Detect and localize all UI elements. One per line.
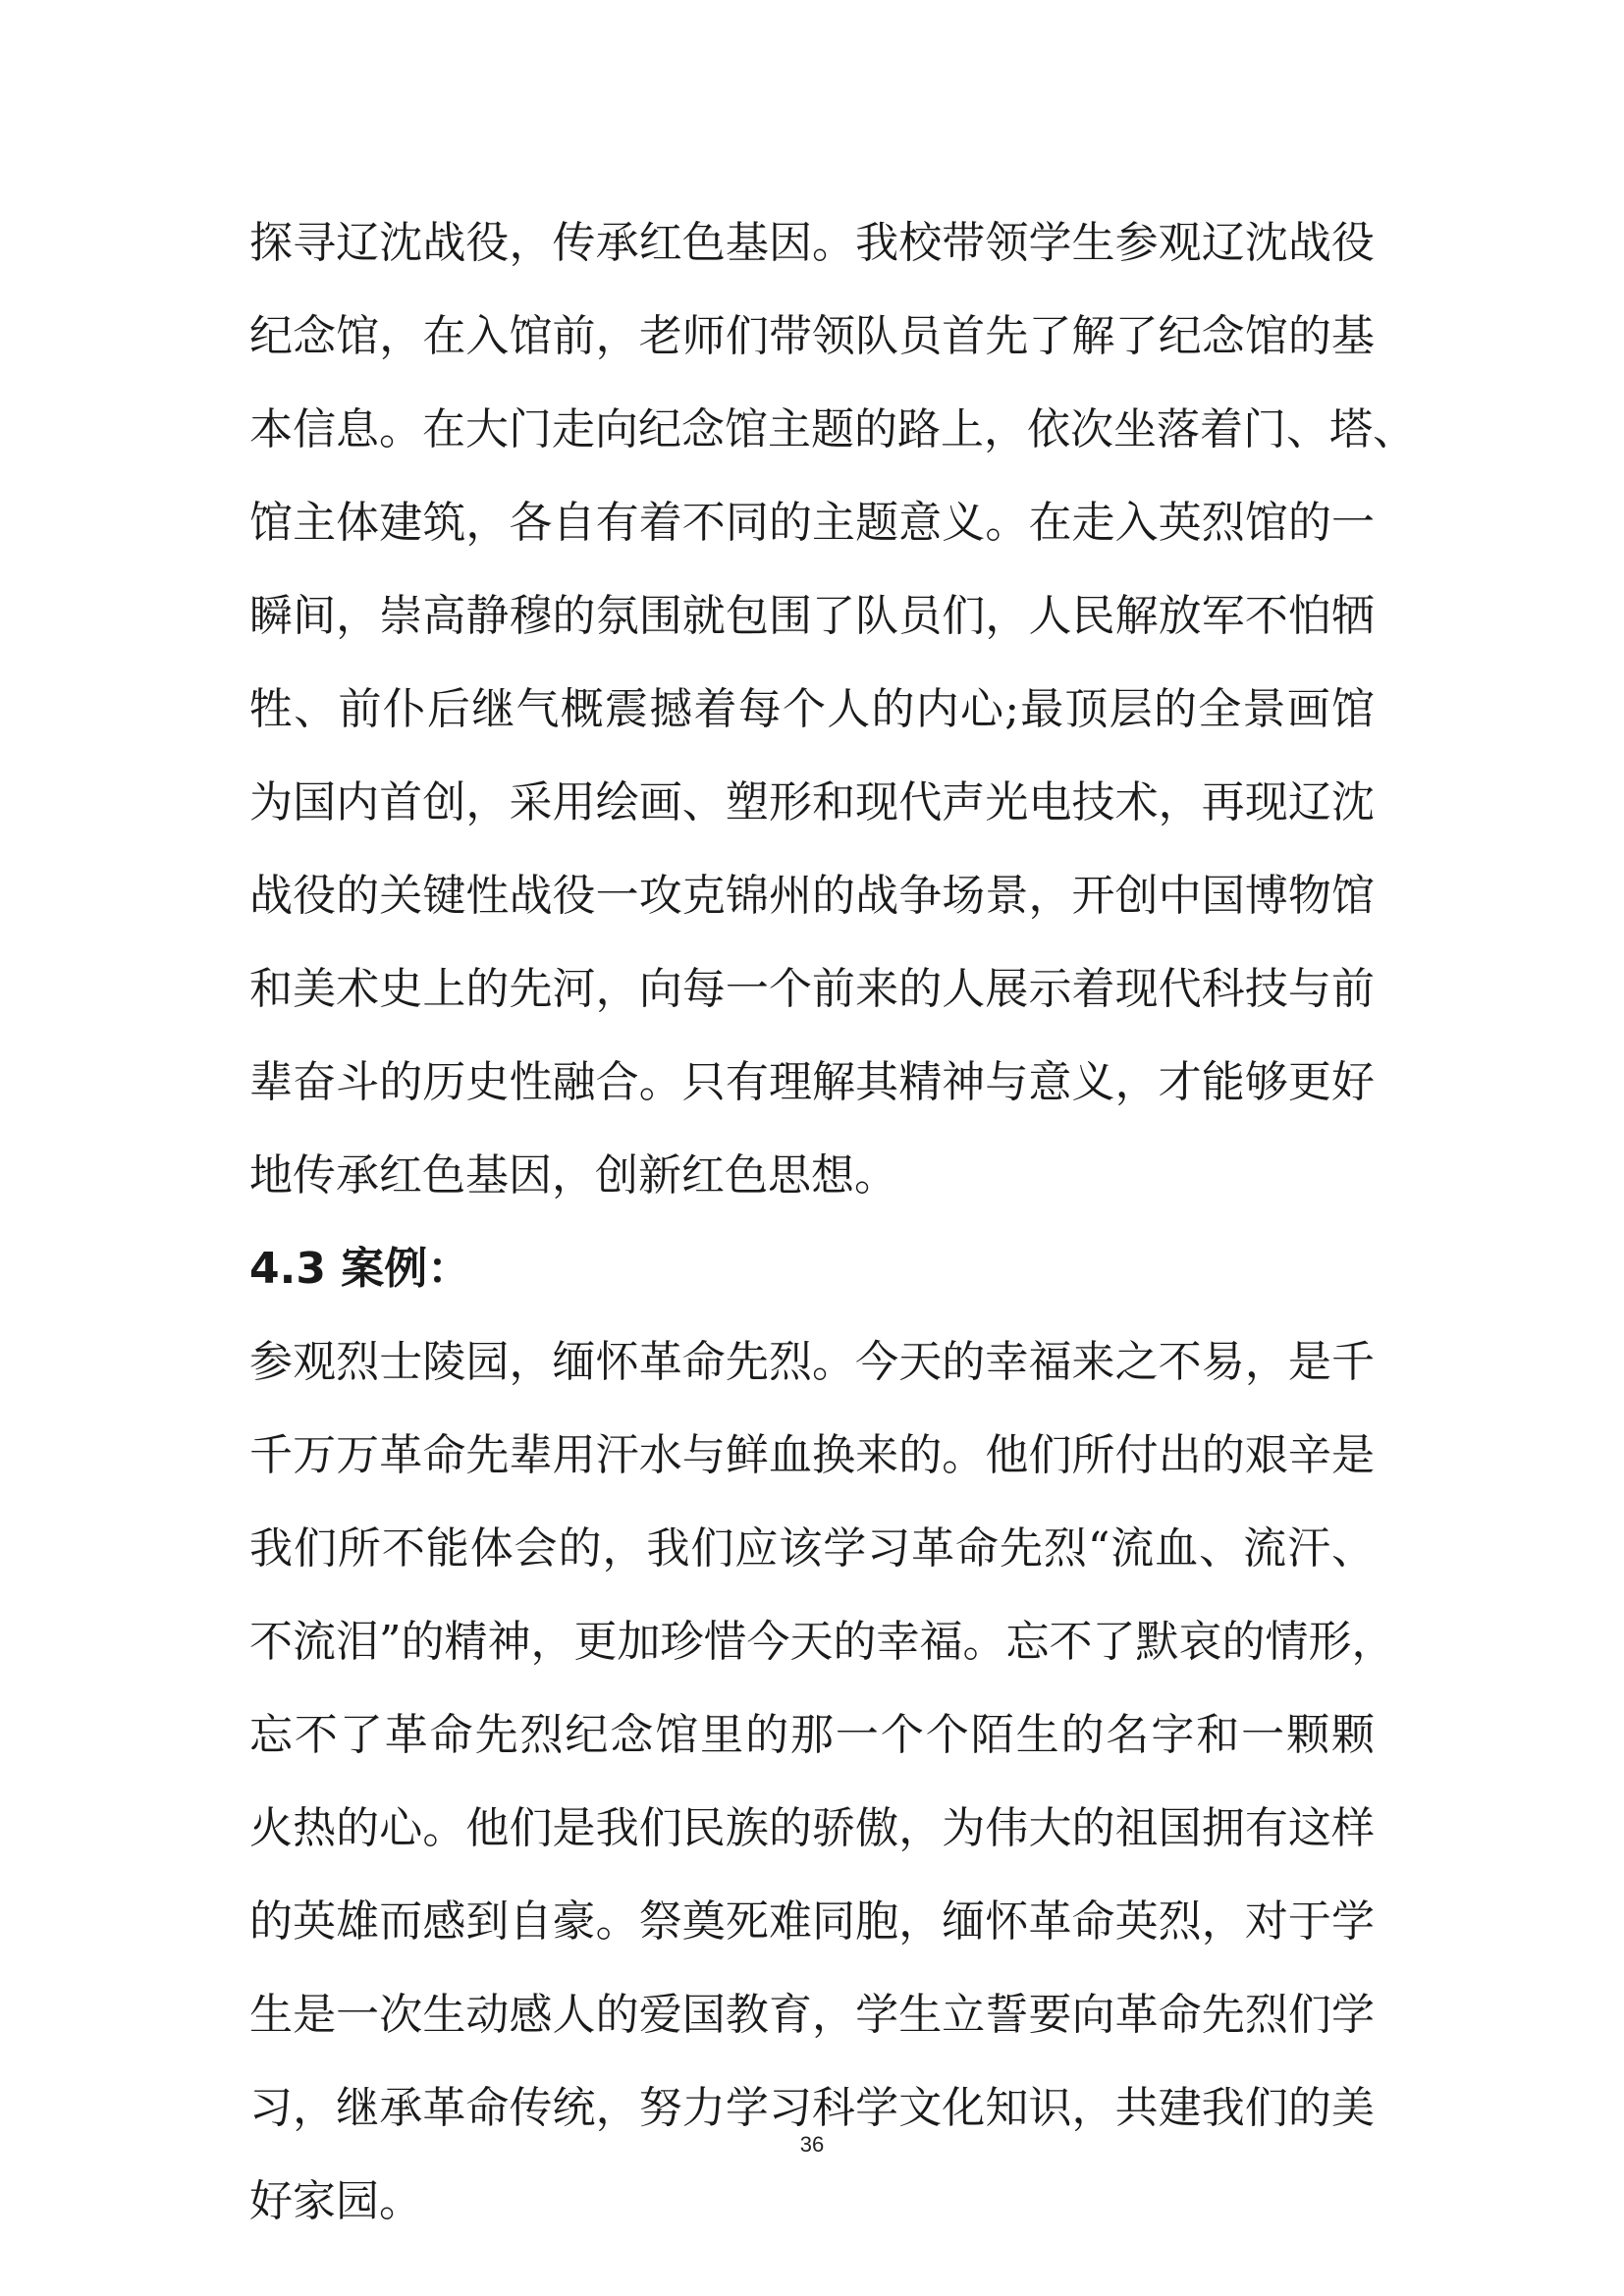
page-content xyxy=(249,196,1416,2248)
paragraph-line: 牲、前仆后继气概震撼着每个人的内心;最顶层的全景画馆 xyxy=(249,684,1375,734)
paragraph-line: 地传承红色基因，创新红色思想。 xyxy=(249,1150,897,1201)
paragraph-line: 忘不了革命先烈纪念馆里的那一个个陌生的名字和一颗颗 xyxy=(249,1710,1375,1760)
paragraph-line: 战役的关键性战役一攻克锦州的战争场景，开创中国博物馆 xyxy=(249,871,1375,921)
section-heading: 4.3 案例： xyxy=(249,1244,471,1294)
paragraph-line: 千万万革命先辈用汗水与鲜血换来的。他们所付出的艰辛是 xyxy=(249,1430,1375,1480)
paragraph-line: 瞬间，崇高静穆的氛围就包围了队员们，人民解放军不怕牺 xyxy=(249,591,1375,641)
paragraph-line: 生是一次生动感人的爱国教育，学生立誓要向革命先烈们学 xyxy=(249,1990,1375,2040)
paragraph-line: 馆主体建筑，各自有着不同的主题意义。在走入英烈馆的一 xyxy=(249,498,1375,548)
paragraph-line: 参观烈士陵园，缅怀革命先烈。今天的幸福来之不易，是千 xyxy=(249,1337,1375,1387)
paragraph-line: 纪念馆，在入馆前，老师们带领队员首先了解了纪念馆的基 xyxy=(249,311,1375,361)
paragraph-line: 的英雄而感到自豪。祭奠死难同胞，缅怀革命英烈，对于学 xyxy=(249,1896,1375,1947)
paragraph-line: 探寻辽沈战役，传承红色基因。我校带领学生参观辽沈战役 xyxy=(249,218,1375,268)
paragraph-line: 辈奋斗的历史性融合。只有理解其精神与意义，才能够更好 xyxy=(249,1057,1375,1107)
paragraph-line: 火热的心。他们是我们民族的骄傲，为伟大的祖国拥有这样 xyxy=(249,1803,1375,1853)
paragraph-line: 我们所不能体会的，我们应该学习革命先烈“流血、流汗、 xyxy=(249,1523,1375,1574)
paragraph-line: 好家园。 xyxy=(249,2176,422,2226)
paragraph-line: 不流泪”的精神，更加珍惜今天的幸福。忘不了默哀的情形， xyxy=(249,1617,1395,1667)
paragraph-line: 本信息。在大门走向纪念馆主题的路上，依次坐落着门、塔、 xyxy=(249,404,1416,454)
paragraph-line: 和美术史上的先河，向每一个前来的人展示着现代科技与前 xyxy=(249,964,1375,1014)
paragraph-line: 习，继承革命传统，努力学习科学文化知识，共建我们的美 xyxy=(249,2083,1375,2133)
paragraph-martyrs-cemetery xyxy=(249,1315,1395,2248)
page-number: 36 xyxy=(799,2132,825,2157)
paragraph-line: 为国内首创，采用绘画、塑形和现代声光电技术，再现辽沈 xyxy=(249,777,1375,828)
paragraph-red-gene xyxy=(249,196,1416,1222)
